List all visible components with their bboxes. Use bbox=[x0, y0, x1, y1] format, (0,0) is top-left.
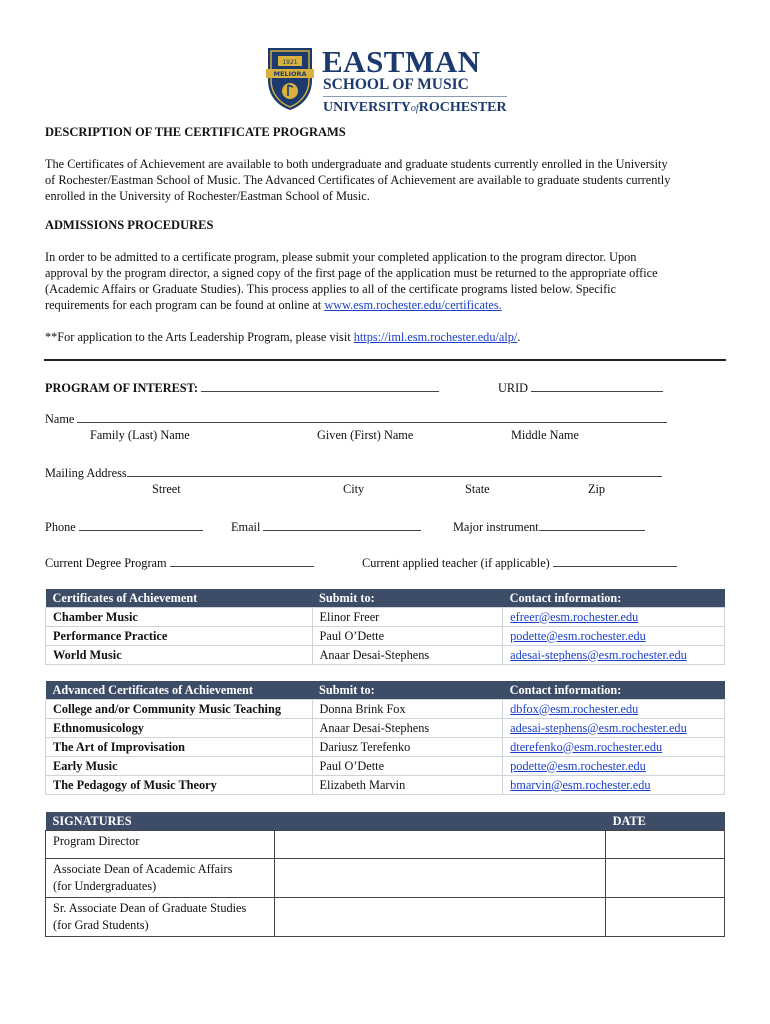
advanced-certificates-table bbox=[45, 681, 725, 795]
program-cell: The Pedagogy of Music Theory bbox=[46, 776, 313, 795]
email-link[interactable]: bmarvin@esm.rochester.edu bbox=[503, 776, 725, 795]
header-submit: Submit to: bbox=[312, 681, 503, 700]
logo-line-eastman: EASTMAN bbox=[322, 44, 481, 79]
table-row bbox=[46, 776, 725, 795]
teacher-field[interactable] bbox=[553, 554, 677, 567]
email-link[interactable]: adesai-stephens@esm.rochester.edu bbox=[503, 646, 725, 665]
submit-cell: Elizabeth Marvin bbox=[312, 776, 503, 795]
alp-link[interactable]: https://iml.esm.rochester.edu/alp/ bbox=[353, 330, 518, 344]
signature-header-blank bbox=[274, 812, 605, 831]
phone-field[interactable] bbox=[79, 518, 203, 531]
header-submit: Submit to: bbox=[312, 589, 503, 608]
degree-row: Current Degree Program bbox=[45, 554, 314, 571]
program-cell: Early Music bbox=[46, 757, 313, 776]
description-heading: DESCRIPTION OF THE CERTIFICATE PROGRAMS bbox=[45, 125, 346, 139]
state-caption: State bbox=[465, 482, 490, 496]
email-row: Email bbox=[231, 518, 421, 535]
email-link[interactable]: adesai-stephens@esm.rochester.edu bbox=[503, 719, 725, 738]
table-row bbox=[46, 719, 725, 738]
instrument-field[interactable] bbox=[539, 518, 645, 531]
program-cell: The Art of Improvisation bbox=[46, 738, 313, 757]
program-cell: World Music bbox=[46, 646, 313, 665]
eastman-logo bbox=[262, 44, 512, 120]
svg-text:1921: 1921 bbox=[282, 59, 298, 66]
name-row: Name bbox=[45, 410, 667, 427]
program-cell: Performance Practice bbox=[46, 627, 313, 646]
phone-row: Phone bbox=[45, 518, 203, 535]
date-field[interactable] bbox=[606, 859, 725, 898]
program-cell: College and/or Community Music Teaching bbox=[46, 700, 313, 719]
table-header-row bbox=[46, 589, 725, 608]
signature-row bbox=[46, 831, 725, 859]
mailing-address-row: Mailing Address bbox=[45, 464, 662, 481]
admissions-paragraph: In order to be admitted to a certificate program, please submit your completed application to the program director. Upon approval by the program director, a signed copy of the first page of the application must be returned to the appropriate office (Academic Affairs or Graduate Studies). This process applies to all of the certificate programs listed below. Specific requirements for each program can be found at online at www.esm.rochester.edu/certificates. bbox=[45, 250, 658, 312]
instrument-row: Major instrument bbox=[453, 518, 645, 535]
city-caption: City bbox=[343, 482, 365, 496]
signatures-header: SIGNATURES bbox=[46, 812, 275, 831]
admissions-heading: ADMISSIONS PROCEDURES bbox=[45, 218, 214, 232]
program-cell: Chamber Music bbox=[46, 608, 313, 627]
signer-label: Program Director bbox=[46, 831, 275, 859]
degree-field[interactable] bbox=[170, 554, 314, 567]
header-contact: Contact information: bbox=[503, 681, 725, 700]
submit-cell: Elinor Freer bbox=[312, 608, 503, 627]
street-caption: Street bbox=[152, 482, 181, 496]
email-link[interactable]: podette@esm.rochester.edu bbox=[503, 757, 725, 776]
program-of-interest-row: PROGRAM OF INTEREST: bbox=[45, 379, 439, 396]
signature-row bbox=[46, 859, 725, 898]
submit-cell: Dariusz Terefenko bbox=[312, 738, 503, 757]
submit-cell: Donna Brink Fox bbox=[312, 700, 503, 719]
signer-label: Sr. Associate Dean of Graduate Studies (for Grad Students) bbox=[46, 898, 275, 937]
email-link[interactable]: dbfox@esm.rochester.edu bbox=[503, 700, 725, 719]
submit-cell: Paul O’Dette bbox=[312, 627, 503, 646]
submit-cell: Paul O’Dette bbox=[312, 757, 503, 776]
table-row bbox=[46, 608, 725, 627]
family-name-caption: Family (Last) Name bbox=[90, 428, 190, 442]
signature-field[interactable] bbox=[274, 859, 605, 898]
signer-label: Associate Dean of Academic Affairs (for Undergraduates) bbox=[46, 859, 275, 898]
header-program: Certificates of Achievement bbox=[46, 589, 313, 608]
name-field[interactable] bbox=[77, 410, 667, 423]
table-row bbox=[46, 627, 725, 646]
signature-field[interactable] bbox=[274, 898, 605, 937]
program-of-interest-field[interactable] bbox=[201, 379, 439, 392]
table-header-row bbox=[46, 812, 725, 831]
given-name-caption: Given (First) Name bbox=[317, 428, 414, 442]
date-field[interactable] bbox=[606, 831, 725, 859]
date-field[interactable] bbox=[606, 898, 725, 937]
header-program: Advanced Certificates of Achievement bbox=[46, 681, 313, 700]
submit-cell: Anaar Desai-Stephens bbox=[312, 646, 503, 665]
table-row bbox=[46, 757, 725, 776]
table-row bbox=[46, 738, 725, 757]
signature-field[interactable] bbox=[274, 831, 605, 859]
email-field[interactable] bbox=[263, 518, 421, 531]
table-row bbox=[46, 646, 725, 665]
alp-note: **For application to the Arts Leadership Program, please visit https://iml.esm.rochester.edu/alp/. bbox=[45, 330, 521, 344]
svg-text:MELIORA: MELIORA bbox=[273, 70, 307, 78]
middle-name-caption: Middle Name bbox=[511, 428, 579, 442]
signatures-table bbox=[45, 812, 725, 937]
certificates-link[interactable]: www.esm.rochester.edu/certificates. bbox=[324, 298, 502, 312]
urid-field[interactable] bbox=[531, 379, 663, 392]
logo-line-school: SCHOOL OF MUSIC bbox=[323, 76, 469, 93]
date-header: DATE bbox=[606, 812, 725, 831]
zip-caption: Zip bbox=[588, 482, 606, 496]
table-header-row bbox=[46, 681, 725, 700]
logo-divider bbox=[323, 96, 507, 97]
email-link[interactable]: dterefenko@esm.rochester.edu bbox=[503, 738, 725, 757]
crest-icon bbox=[262, 44, 318, 112]
submit-cell: Anaar Desai-Stephens bbox=[312, 719, 503, 738]
program-cell: Ethnomusicology bbox=[46, 719, 313, 738]
table-row bbox=[46, 700, 725, 719]
email-link[interactable]: podette@esm.rochester.edu bbox=[503, 627, 725, 646]
description-paragraph: The Certificates of Achievement are available to both undergraduate and graduate students currently enrolled in the University of Rochester/Eastman School of Music. The Advanced Certificates of Achievement are available to graduate students currently enrolled in the University of Rochester/Eastman School of Music. bbox=[45, 157, 671, 203]
signature-row bbox=[46, 898, 725, 937]
mailing-address-field[interactable] bbox=[127, 464, 662, 477]
urid-row: URID bbox=[498, 379, 663, 396]
header-contact: Contact information: bbox=[503, 589, 725, 608]
teacher-row: Current applied teacher (if applicable) bbox=[362, 554, 677, 571]
email-link[interactable]: efreer@esm.rochester.edu bbox=[503, 608, 725, 627]
logo-line-university: UNIVERSITYofROCHESTER bbox=[323, 100, 507, 115]
certificates-table bbox=[45, 589, 725, 665]
section-divider bbox=[44, 359, 726, 361]
